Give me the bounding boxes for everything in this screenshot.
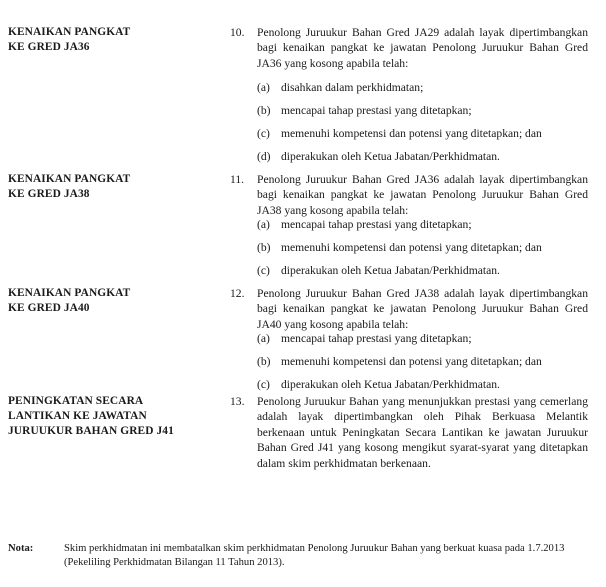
paragraph-text: Penolong Juruukur Bahan Gred JA38 adalah layak dipertimbangkan bagi kenaikan pangkat ke jawatan Penolong Juruukur Bahan Gred JA40 yang kosong apabila telah: bbox=[257, 287, 588, 331]
item-text: memenuhi kompetensi dan potensi yang ditetapkan; dan bbox=[281, 127, 542, 140]
item-label: (b) bbox=[257, 355, 271, 368]
heading-line: LANTIKAN KE JAWATAN bbox=[8, 410, 147, 422]
item-label: (b) bbox=[257, 104, 271, 117]
heading-line: KE GRED JA38 bbox=[8, 188, 90, 200]
item-label: (a) bbox=[257, 81, 270, 94]
list-item bbox=[257, 263, 500, 278]
list-item bbox=[257, 217, 472, 232]
paragraph-text: Penolong Juruukur Bahan Gred JA29 adalah layak dipertimbangkan bagi kenaikan pangkat ke jawatan Penolong Juruukur Bahan Gred JA36 yang kosong apabila telah: bbox=[257, 26, 588, 70]
item-text: mencapai tahap prestasi yang ditetapkan; bbox=[281, 332, 472, 345]
list-item bbox=[257, 80, 423, 95]
item-label: (c) bbox=[257, 264, 270, 277]
heading-line: KENAIKAN PANGKAT bbox=[8, 287, 131, 299]
section-heading bbox=[8, 25, 130, 55]
section-heading bbox=[8, 172, 130, 202]
item-text: memenuhi kompetensi dan potensi yang ditetapkan; dan bbox=[281, 241, 542, 254]
item-label: (d) bbox=[257, 150, 271, 163]
item-text: diperakukan oleh Ketua Jabatan/Perkhidmatan. bbox=[281, 264, 500, 277]
item-label: (c) bbox=[257, 127, 270, 140]
list-item bbox=[257, 354, 542, 369]
paragraph-number: 12. bbox=[230, 287, 245, 300]
heading-line: KENAIKAN PANGKAT bbox=[8, 173, 131, 185]
list-item bbox=[257, 240, 542, 255]
item-label: (a) bbox=[257, 218, 270, 231]
item-text: disahkan dalam perkhidmatan; bbox=[281, 81, 424, 94]
list-item bbox=[257, 149, 500, 164]
note-line: (Pekeliling Perkhidmatan Bilangan 11 Tahun 2013). bbox=[64, 557, 285, 568]
item-text: diperakukan oleh Ketua Jabatan/Perkhidmatan. bbox=[281, 378, 500, 391]
paragraph-text: Penolong Juruukur Bahan Gred JA36 adalah layak dipertimbangkan bagi kenaikan pangkat ke jawatan Penolong Juruukur Bahan Gred JA38 yang kosong apabila telah: bbox=[257, 173, 588, 217]
list-item bbox=[257, 126, 542, 141]
heading-line: JURUUKUR BAHAN GRED J41 bbox=[8, 425, 174, 437]
paragraph-text: Penolong Juruukur Bahan yang menunjukkan prestasi yang cemerlang adalah layak dipertimbangkan oleh Pihak Berkuasa Melantik berkenaan untuk Peningkatan Secara Lantikan ke jawatan Juruukur Bahan Gred J41 yang kosong mengikut syarat-syarat yang ditetapkan dalam skim perkhidmatan berkenaan. bbox=[257, 395, 588, 470]
paragraph-number: 13. bbox=[230, 395, 245, 408]
list-item bbox=[257, 377, 500, 392]
section-heading bbox=[8, 394, 174, 439]
heading-line: KE GRED JA36 bbox=[8, 41, 90, 53]
item-text: mencapai tahap prestasi yang ditetapkan; bbox=[281, 104, 472, 117]
heading-line: KE GRED JA40 bbox=[8, 302, 90, 314]
note-text bbox=[64, 542, 604, 570]
item-text: memenuhi kompetensi dan potensi yang ditetapkan; dan bbox=[281, 355, 542, 368]
list-item bbox=[257, 103, 472, 118]
paragraph-number: 11. bbox=[230, 173, 245, 186]
list-item bbox=[257, 331, 472, 346]
note-line: Skim perkhidmatan ini membatalkan skim perkhidmatan Penolong Juruukur Bahan yang berkuat kuasa pada 1.7.2013 bbox=[64, 543, 565, 554]
heading-line: PENINGKATAN SECARA bbox=[8, 395, 144, 407]
item-label: (c) bbox=[257, 378, 270, 391]
note-label: Nota: bbox=[8, 543, 34, 554]
item-text: mencapai tahap prestasi yang ditetapkan; bbox=[281, 218, 472, 231]
item-text: diperakukan oleh Ketua Jabatan/Perkhidmatan. bbox=[281, 150, 500, 163]
heading-line: KENAIKAN PANGKAT bbox=[8, 26, 131, 38]
item-label: (a) bbox=[257, 332, 270, 345]
section-heading bbox=[8, 286, 130, 316]
paragraph-number: 10. bbox=[230, 26, 245, 39]
item-label: (b) bbox=[257, 241, 271, 254]
